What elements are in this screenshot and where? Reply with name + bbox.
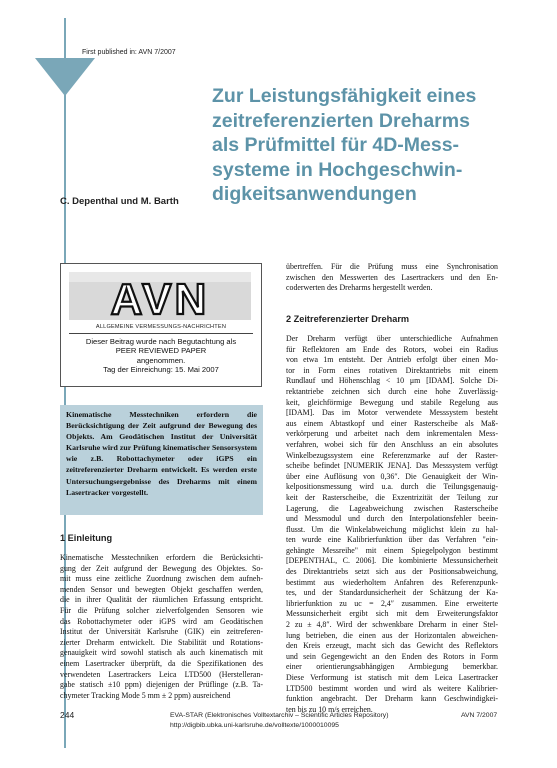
avn-notice bbox=[61, 337, 261, 375]
text-line: und Messmodul und durch den Interpolationsfehler beein- bbox=[286, 514, 498, 524]
text-line: flusst. Um die Winkelabweichung möglichst klein zu hal- bbox=[286, 524, 498, 534]
text-line: tes, und der Standardunsicherheit der Schätzung der Ka- bbox=[286, 588, 498, 598]
text-line: Kinematische Messtechniken erfordern die Berücksichti- bbox=[60, 553, 263, 562]
text-line: [DEPENTHAL, C. 2006]. Die kombinierte Messunsicherheit bbox=[286, 556, 498, 566]
text-line: Für die Prüfung solcher zielverfolgenden Sensoren wie bbox=[60, 605, 263, 615]
abstract-box bbox=[60, 405, 263, 515]
text-line: Diese Verformung ist statisch mit dem Leica Lasertracker bbox=[286, 673, 498, 682]
text-line: übertreffen. Für die Prüfung muss eine Synchronisation bbox=[286, 262, 498, 271]
text-line: tor in Form eines rotativen Direktantriebs mit einem bbox=[286, 365, 498, 375]
title-line: Zur Leistungsfähigkeit eines bbox=[212, 85, 477, 107]
section-1-heading: 1 Einleitung bbox=[60, 533, 113, 543]
text-line: einem Lasertracker überprüft, da die Spezifikationen des bbox=[60, 658, 263, 668]
avn-logo bbox=[69, 272, 251, 320]
avn-notice-line: angenommen. bbox=[136, 355, 186, 365]
text-line: zierter Dreharm entwickelt. Die Stabilität und Rotations- bbox=[60, 637, 263, 647]
text-line: ten wurde eine Kalibrierfunktion über das Verfahren "ein- bbox=[286, 535, 498, 545]
authors: C. Depenthal und M. Barth bbox=[60, 196, 179, 207]
avn-notice-line: Dieser Beitrag wurde nach Begutachtung als bbox=[85, 337, 237, 346]
text-line: Der Dreharm verfügt über unterschiedliche Aufnahmen bbox=[286, 334, 498, 343]
text-line: kelpositionsmessung wird u.a. durch die Teilungsgenauig- bbox=[286, 482, 498, 492]
text-line: Messunsicherheit ergibt sich mit dem Erweiterungsfaktor bbox=[286, 609, 498, 619]
text-line: die in ihrer Qualität der räumlichen Erfassung entspricht. bbox=[60, 595, 263, 605]
title-line: als Prüfmittel für 4D-Mess- bbox=[212, 134, 460, 156]
text-line: Institut der Universität Karlsruhe (GIK) ein zeitreferen- bbox=[60, 627, 263, 637]
avn-notice-line: Tag der Einreichung: 15. Mai 2007 bbox=[103, 365, 219, 375]
triangle-marker-icon bbox=[35, 58, 95, 96]
title-line: zeitreferenzierten Dreharms bbox=[212, 109, 470, 132]
text-line: coderwerten des Dreharms hergestellt werden. bbox=[286, 283, 433, 293]
text-line: über eine Auflösung von 0,36″. Die Genauigkeit der Win- bbox=[286, 471, 498, 481]
text-line: einer orientierungsabhängigen Armbiegung bemerkbar. bbox=[286, 662, 498, 672]
text-line: scheibe befindet [NUMERIK JENA]. Das Messsystem verfügt bbox=[286, 461, 498, 471]
avn-peer-review-box bbox=[60, 263, 262, 387]
text-line: Rundlauf und Höhenschlag < 10 μm [IDAM]. Solche Di- bbox=[286, 376, 498, 386]
avn-notice-line: PEER REVIEWED PAPER bbox=[115, 346, 207, 356]
text-line: gung der Zeit aufgrund der Bewegung des Objektes. So- bbox=[60, 563, 263, 573]
text-line: Lagerung, die Lageabweichung zwischen Rasterscheibe bbox=[286, 503, 498, 513]
text-line: aus einem Abtastkopf und einer Rasterscheibe als Maß- bbox=[286, 418, 498, 428]
text-line: librierfunktion zu uc = 2,4″ zusammen. Eine erweiterte bbox=[286, 598, 498, 608]
text-line: gabe statisch ±10 ppm) diejenigen der Prüflinge (z.B. Ta- bbox=[60, 680, 263, 690]
text-line: für Reflektoren am Ende des Rotors, wobei ein Radius bbox=[286, 344, 498, 354]
text-line: chymeter Tracking Mode 5 mm ± 2 ppm) ausreichend bbox=[60, 690, 231, 700]
section-2-heading: 2 Zeitreferenzierter Dreharm bbox=[286, 314, 410, 324]
text-line: 2 zu ± 4,8″. Wird der schwenkbare Dreharm in einer Stel- bbox=[286, 620, 498, 630]
footer-url: http://digbib.ubka.uni-karlsruhe.de/volltexte/1000010095 bbox=[170, 722, 339, 729]
text-line: Winkelbezugssystem eine Referenzmarke auf der Raster- bbox=[286, 450, 498, 460]
text-line: menden Sensor und bewegten Objekt geschaffen werden, bbox=[60, 584, 263, 594]
text-line: rektantriebe zeichnen sich durch eine hohe Zuverlässig- bbox=[286, 386, 498, 396]
paper-title bbox=[212, 84, 542, 207]
text-line: [IDAM]. Das im Motor verwendete Messsystem besteht bbox=[286, 408, 498, 418]
text-line: keit, gleichförmige Bewegung und stabile Regelung aus bbox=[286, 397, 498, 407]
text-line: verwendeten Lasertrackers Leica LTD500 (Herstelleran- bbox=[60, 669, 263, 679]
text-line: funktion angebracht. Der Dreharm kann Geschwindigkei- bbox=[286, 694, 498, 704]
text-line: des Direktantriebs setzt sich aus der Positionsabweichung, bbox=[286, 567, 498, 577]
avn-logo-text: AVN bbox=[110, 275, 210, 320]
text-line: bestimmt aus wiederholtem Anfahren des Referenzpunk- bbox=[286, 577, 498, 587]
text-line: ten bis zu 10 m/s erreichen. bbox=[286, 704, 373, 714]
title-line: digkeitsanwendungen bbox=[212, 183, 417, 205]
first-published-note: First published in: AVN 7/2007 bbox=[82, 49, 176, 56]
section-1-body bbox=[60, 553, 263, 701]
text-line: verfahren, wobei sich für den Anschluss an ein absolutes bbox=[286, 439, 498, 449]
text-line: gehängte Messreihe" mit einem Spiegelpolygon bestimmt bbox=[286, 545, 498, 555]
avn-subtitle: ALLGEMEINE VERMESSUNGS-NACHRICHTEN bbox=[95, 324, 227, 330]
section-2-body bbox=[286, 334, 498, 715]
page-number: 244 bbox=[60, 710, 75, 720]
text-line: keit der Rasterscheibe, die Exzentrizität der Teilung zur bbox=[286, 492, 498, 502]
text-line: verkörperung und arbeitet nach dem inkrementalen Mess- bbox=[286, 429, 498, 439]
avn-divider bbox=[69, 333, 253, 334]
text-line: den Kreis erzeugt, macht sich das Gewicht des Reflektors bbox=[286, 641, 498, 651]
text-line: LTD500 bestimmt worden und wird als weitere Kalibrier- bbox=[286, 683, 498, 693]
text-line: von etwa 1m entsteht. Der Antrieb erfolgt über einen Mo- bbox=[286, 355, 498, 365]
text-line: lung betrieben, die einen aus der Horizontalen abweichen- bbox=[286, 630, 498, 640]
text-line: zwischen den Messwerten des Lasertrackers und den En- bbox=[286, 272, 498, 282]
text-line: mit muss eine zeitliche Zuordnung zwischen dem aufneh- bbox=[60, 574, 263, 584]
column-2-intro bbox=[286, 262, 498, 294]
footer-issue: AVN 7/2007 bbox=[461, 712, 498, 719]
abstract-text: Kinematische Messtechniken erfordern die Berücksichtigung der Zeit aufgrund der Bewegung des Objekts. Am Geodätischen Institut der Universität Karlsruhe wird zur Prüfung kinematischer Sensorsystem wie z.B. Robottachymeter oder iGPS ein zeitreferenzierter Dreharm entwickelt. Es werden erste Untersuchungsergebnisse des Dreharms mit einem Lasertracker vorgestellt. bbox=[66, 410, 257, 497]
text-line: genauigkeit wird sowohl statisch als auch kinematisch mit bbox=[60, 648, 263, 658]
text-line: das Robottachymeter oder iGPS wird am Geodätischen bbox=[60, 616, 263, 626]
text-line: und sein Gegengewicht an den Enden des Rotors in Form bbox=[286, 651, 498, 661]
title-line: systeme in Hochgeschwin- bbox=[212, 158, 463, 181]
footer-repository: EVA-STAR (Elektronisches Volltextarchiv – Scientific Articles Repository) bbox=[170, 712, 389, 719]
